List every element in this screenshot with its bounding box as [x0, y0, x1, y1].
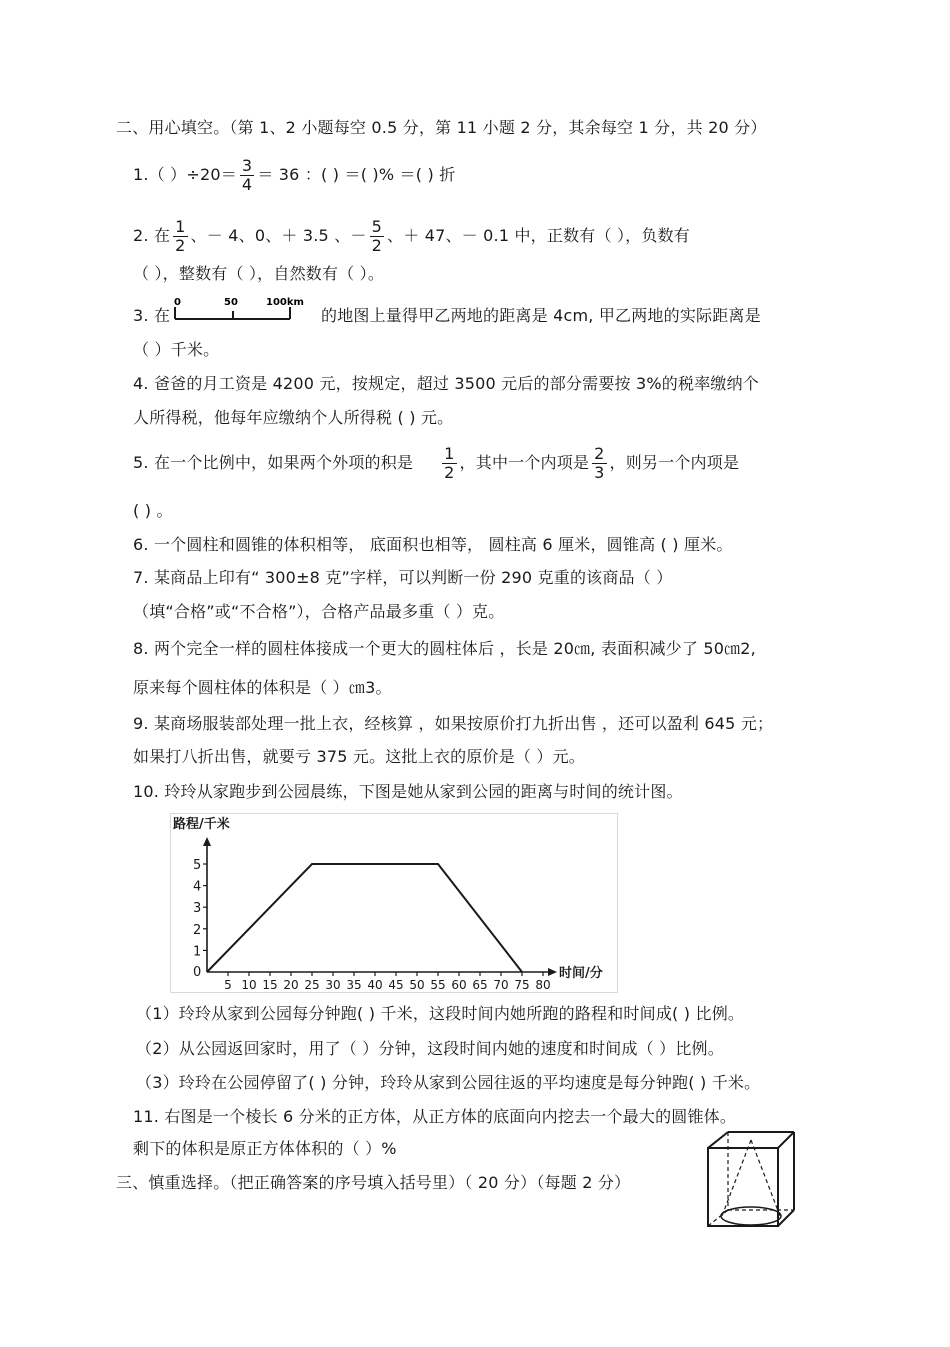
x-tick-label: 80 — [535, 978, 551, 992]
question-1-part-a: 1.（ ）÷20＝ — [133, 165, 237, 184]
question-1 — [133, 153, 455, 197]
map-scale-bar — [172, 296, 322, 322]
fraction-1-2 — [442, 445, 456, 482]
fraction-denominator: 3 — [594, 463, 605, 482]
y-tick-label: 5 — [193, 858, 202, 873]
question-3-prefix: 3. 在 — [133, 306, 171, 325]
fraction-5-2 — [370, 218, 384, 255]
fraction-denominator: 4 — [241, 175, 253, 194]
question-5-part-a: 5. 在一个比例中，如果两个外项的积是 — [133, 453, 414, 472]
question-11-line-1: 11. 右图是一个棱长 6 分米的正方体，从正方体的底面向内挖去一个最大的圆锥体。 — [133, 1107, 737, 1126]
y-tick-label: 2 — [193, 922, 202, 938]
y-tick-label: 4 — [193, 879, 202, 895]
question-10-sub-1: （1）玲玲从家到公园每分钟跑( ) 千米，这段时间内她所跑的路程和时间成( ) 比例。 — [136, 1004, 745, 1023]
scale-label-50: 50 — [224, 297, 238, 308]
fraction-2-3 — [592, 445, 606, 482]
question-2-part-c: 、＋ 47、－ 0.1 中，正数有（ ），负数有 — [387, 226, 690, 245]
question-10-sub-2: （2）从公园返回家时，用了（ ）分钟，这段时间内她的速度和时间成（ ）比例。 — [136, 1039, 724, 1058]
question-3-text: 的地图上量得甲乙两地的距离是 4cm, 甲乙两地的实际距离是 — [321, 306, 761, 325]
fraction-denominator: 2 — [371, 236, 383, 255]
y-axis-arrow — [203, 837, 211, 846]
question-3-line-2: （ ）千米。 — [133, 340, 220, 359]
x-tick-label: 50 — [409, 978, 425, 992]
question-10-line-1: 10. 玲玲从家跑步到公园晨练，下图是她从家到公园的距离与时间的统计图。 — [133, 782, 683, 801]
x-axis-label: 时间/分 — [559, 966, 603, 981]
cube-with-cone-figure — [700, 1128, 800, 1233]
question-5-line-2: ( ) 。 — [133, 501, 173, 520]
question-5 — [133, 441, 739, 485]
question-4-line-2: 人所得税，他每年应缴纳个人所得税 ( ) 元。 — [133, 408, 454, 427]
question-4-line-1: 4. 爸爸的月工资是 4200 元，按规定，超过 3500 元后的部分需要按 3%的税率缴纳个 — [133, 374, 760, 393]
x-tick-label: 15 — [262, 978, 278, 992]
question-2 — [133, 214, 690, 258]
question-8-line-2: 原来每个圆柱体的体积是（ ）㎝3。 — [133, 678, 392, 697]
x-tick-label: 10 — [241, 978, 257, 992]
question-11-line-2: 剩下的体积是原正方体体积的（ ）% — [133, 1139, 397, 1158]
question-2-line-2: （ ），整数有（ ），自然数有（ ）。 — [133, 264, 385, 283]
fraction-3-4 — [240, 157, 254, 194]
fraction-denominator: 2 — [444, 463, 455, 482]
x-tick-label: 20 — [283, 978, 299, 992]
x-tick-label: 45 — [388, 978, 404, 992]
distance-time-chart-svg — [171, 814, 617, 992]
x-tick-label: 25 — [304, 978, 320, 992]
distance-time-chart — [170, 813, 618, 993]
section-2-title: 二、用心填空。（第 1、2 小题每空 0.5 分，第 11 小题 2 分，其余每空 1 分，共 20 分） — [116, 118, 767, 137]
y-tick-label: 3 — [193, 901, 202, 917]
question-10-sub-3: （3）玲玲在公园停留了( ) 分钟，玲玲从家到公园往返的平均速度是每分钟跑( ) 千米。 — [136, 1073, 761, 1092]
x-axis-arrow — [548, 968, 557, 976]
fraction-numerator: 1 — [175, 217, 186, 236]
fraction-numerator: 3 — [241, 156, 253, 175]
x-tick-label: 60 — [451, 978, 467, 992]
distance-series-line — [207, 864, 522, 972]
question-2-part-b: 、－ 4、0、＋ 3.5 、－ — [190, 226, 367, 245]
x-tick-label: 30 — [325, 978, 341, 992]
question-6: 6. 一个圆柱和圆锥的体积相等， 底面积也相等， 圆柱高 6 厘米，圆锥高 ( ) 厘米。 — [133, 535, 733, 554]
question-2-part-a: 2. 在 — [133, 226, 171, 245]
scale-label-0: 0 — [174, 297, 181, 308]
question-9-line-1: 9. 某商场服装部处理一批上衣，经核算 ，如果按原价打九折出售 ，还可以盈利 645 元； — [133, 714, 774, 733]
question-5-part-c: ，则另一个内项是 — [609, 453, 740, 472]
y-axis-label: 路程/千米 — [173, 817, 230, 832]
fraction-numerator: 1 — [444, 444, 455, 463]
question-9-line-2: 如果打八折出售，就要亏 375 元。这批上衣的原价是（ ）元。 — [133, 747, 585, 766]
x-tick-label: 35 — [346, 978, 362, 992]
x-tick-label: 75 — [514, 978, 530, 992]
y-tick-label: 1 — [193, 944, 202, 960]
question-7-line-2: （填“合格”或“不合格”），合格产品最多重（ ）克。 — [133, 602, 505, 621]
x-tick-label: 70 — [493, 978, 509, 992]
question-8-line-1: 8. 两个完全一样的圆柱体接成一个更大的圆柱体后 ，长是 20㎝, 表面积减少了 50㎝2, — [133, 639, 756, 658]
fraction-1-2 — [173, 218, 187, 255]
x-tick-label: 40 — [367, 978, 383, 992]
origin-label: 0 — [193, 965, 202, 980]
fraction-denominator: 2 — [175, 236, 186, 255]
section-3-title: 三、慎重选择。（把正确答案的序号填入括号里）（ 20 分）（每题 2 分） — [116, 1173, 631, 1192]
x-tick-label: 65 — [472, 978, 488, 992]
question-1-part-b: ＝ 36 ：( ) ＝( )% ＝( ) 折 — [257, 165, 456, 184]
question-5-part-b: ，其中一个内项是 — [459, 453, 590, 472]
x-tick-label: 5 — [224, 978, 232, 992]
scale-label-100km: 100km — [266, 297, 304, 308]
question-7-line-1: 7. 某商品上印有“ 300±8 克”字样，可以判断一份 290 克重的该商品（ ） — [133, 568, 673, 587]
x-tick-label: 55 — [430, 978, 446, 992]
fraction-numerator: 5 — [371, 217, 383, 236]
fraction-numerator: 2 — [594, 444, 605, 463]
